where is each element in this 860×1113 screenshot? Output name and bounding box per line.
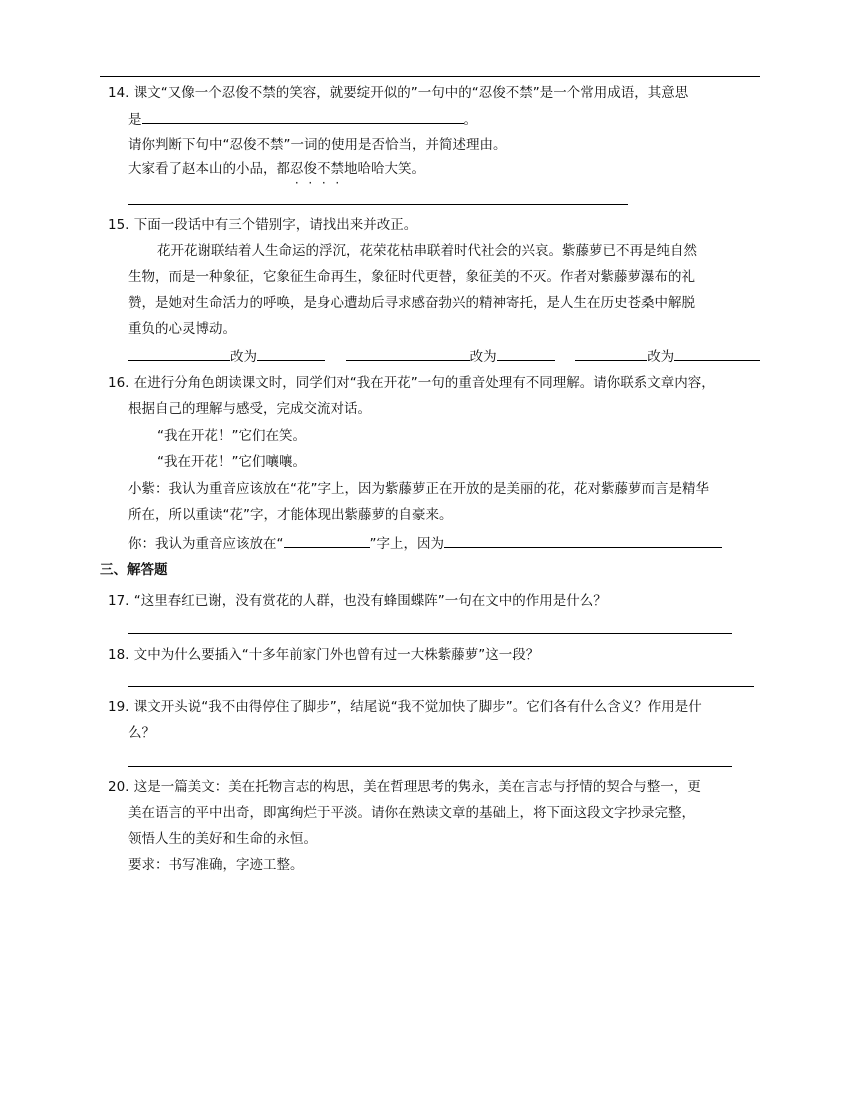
q20-line2: 美在语言的平中出奇，即寓绚烂于平淡。请你在熟读文章的基础上，将下面这段文字抄录完整， — [128, 805, 695, 821]
question-text: 文中为什么要插入“十多年前家门外也曾有过一大株紫藤萝”这一段？ — [133, 647, 540, 663]
question-text: 这是一篇美文：美在托物言志的构思，美在哲理思考的隽永，美在言志与抒情的契合与整一，更 — [133, 779, 701, 795]
sentence-text: 大家看了赵本山的小品，都 — [128, 161, 290, 177]
dotted-char: 忍 — [290, 161, 304, 177]
answer-blank[interactable] — [142, 109, 464, 124]
q19-line1 — [108, 698, 702, 716]
q18-line — [108, 646, 539, 664]
answer-prefix: 是 — [128, 112, 142, 128]
answer-line[interactable] — [128, 766, 732, 767]
change-label: 改为 — [647, 349, 675, 365]
correct-char-blank[interactable] — [257, 346, 325, 361]
reason-blank[interactable] — [444, 533, 722, 548]
question-number: 18. — [108, 647, 130, 663]
dotted-char: 禁 — [330, 161, 344, 177]
q14-line1 — [108, 84, 688, 102]
wrong-char-blank[interactable] — [346, 346, 470, 361]
sentence-text: 地哈哈大笑。 — [344, 161, 425, 177]
question-text: “这里春红已谢，没有赏花的人群，也没有蜂围蝶阵”一句在文中的作用是什么？ — [133, 593, 607, 609]
q15-para-line4: 重负的心灵博动。 — [128, 321, 236, 337]
question-number: 17. — [108, 593, 130, 609]
q16-quote2: “我在开花！”它们嚷嚷。 — [157, 454, 306, 470]
q16-line2: 根据自己的理解与感受，完成交流对话。 — [128, 401, 371, 417]
q16-line1 — [108, 374, 715, 392]
q19-line2: 么？ — [128, 725, 155, 741]
q15-para-line1: 花开花谢联结着人生命运的浮沉，花荣花枯串联着时代社会的兴哀。紫藤萝已不再是纯自然 — [157, 243, 697, 259]
section-heading: 三、解答题 — [100, 562, 168, 578]
q20-line3: 领悟人生的美好和生命的永恒。 — [128, 831, 317, 847]
q14-line3: 请你判断下句中“忍俊不禁”一词的使用是否恰当，并简述理由。 — [128, 137, 507, 153]
answer-line[interactable] — [128, 204, 628, 205]
wrong-char-blank[interactable] — [128, 346, 230, 361]
correct-char-blank[interactable] — [674, 346, 760, 361]
change-label: 改为 — [469, 349, 497, 365]
correct-char-blank[interactable] — [497, 346, 555, 361]
top-rule — [100, 76, 760, 77]
q17-line — [108, 592, 607, 610]
q16-xiaozi-line2: 所在，所以重读“花”字，才能体现出紫藤萝的自豪来。 — [128, 507, 453, 523]
answer-line[interactable] — [128, 633, 732, 634]
answer-suffix: 。 — [463, 112, 477, 128]
dotted-char: 俊 — [303, 161, 317, 177]
q14-line2 — [128, 109, 477, 129]
question-number: 14. — [108, 85, 130, 101]
stress-char-blank[interactable] — [284, 533, 370, 548]
question-text: 在进行分角色朗读课文时，同学们对“我在开花”一句的重音处理有不同理解。请你联系文章内容， — [133, 375, 715, 391]
dialogue-text: ”字上，因为 — [369, 536, 444, 552]
question-text: 课文“又像一个忍俊不禁的笑容，就要绽开似的”一句中的“忍俊不禁”是一个常用成语，其意思 — [133, 85, 689, 101]
q16-xiaozi-line1: 小紫：我认为重音应该放在“花”字上，因为紫藤萝正在开放的是美丽的花，花对紫藤萝而言是精华 — [128, 481, 709, 497]
q20-line1 — [108, 778, 701, 796]
q15-para-line3: 赞，是她对生命活力的呼唤，是身心遭劫后寻求感奋勃兴的精神寄托，是人生在历史苍桑中解脱 — [128, 295, 695, 311]
question-number: 20. — [108, 779, 130, 795]
q20-requirement: 要求：书写准确，字迹工整。 — [128, 857, 304, 873]
q15-answer-row — [128, 346, 760, 366]
question-number: 15. — [108, 217, 130, 233]
question-text: 下面一段话中有三个错别字，请找出来并改正。 — [133, 217, 418, 233]
q15-para-line2: 生物，而是一种象征，它象征生命再生，象征时代更替，象征美的不灭。作者对紫藤萝瀑布的礼 — [128, 269, 695, 285]
question-text: 课文开头说“我不由得停住了脚步”，结尾说“我不觉加快了脚步”。它们各有什么含义？作用是什 — [133, 699, 702, 715]
q16-quote1: “我在开花！”它们在笑。 — [157, 428, 306, 444]
q16-you-row — [128, 533, 722, 553]
q15-title — [108, 216, 417, 234]
dotted-char: 不 — [317, 161, 331, 177]
wrong-char-blank[interactable] — [575, 346, 647, 361]
dialogue-text: 你：我认为重音应该放在“ — [128, 536, 284, 552]
question-number: 19. — [108, 699, 130, 715]
q14-sentence — [128, 160, 425, 178]
change-label: 改为 — [230, 349, 257, 365]
question-number: 16. — [108, 375, 130, 391]
answer-line[interactable] — [128, 686, 754, 687]
